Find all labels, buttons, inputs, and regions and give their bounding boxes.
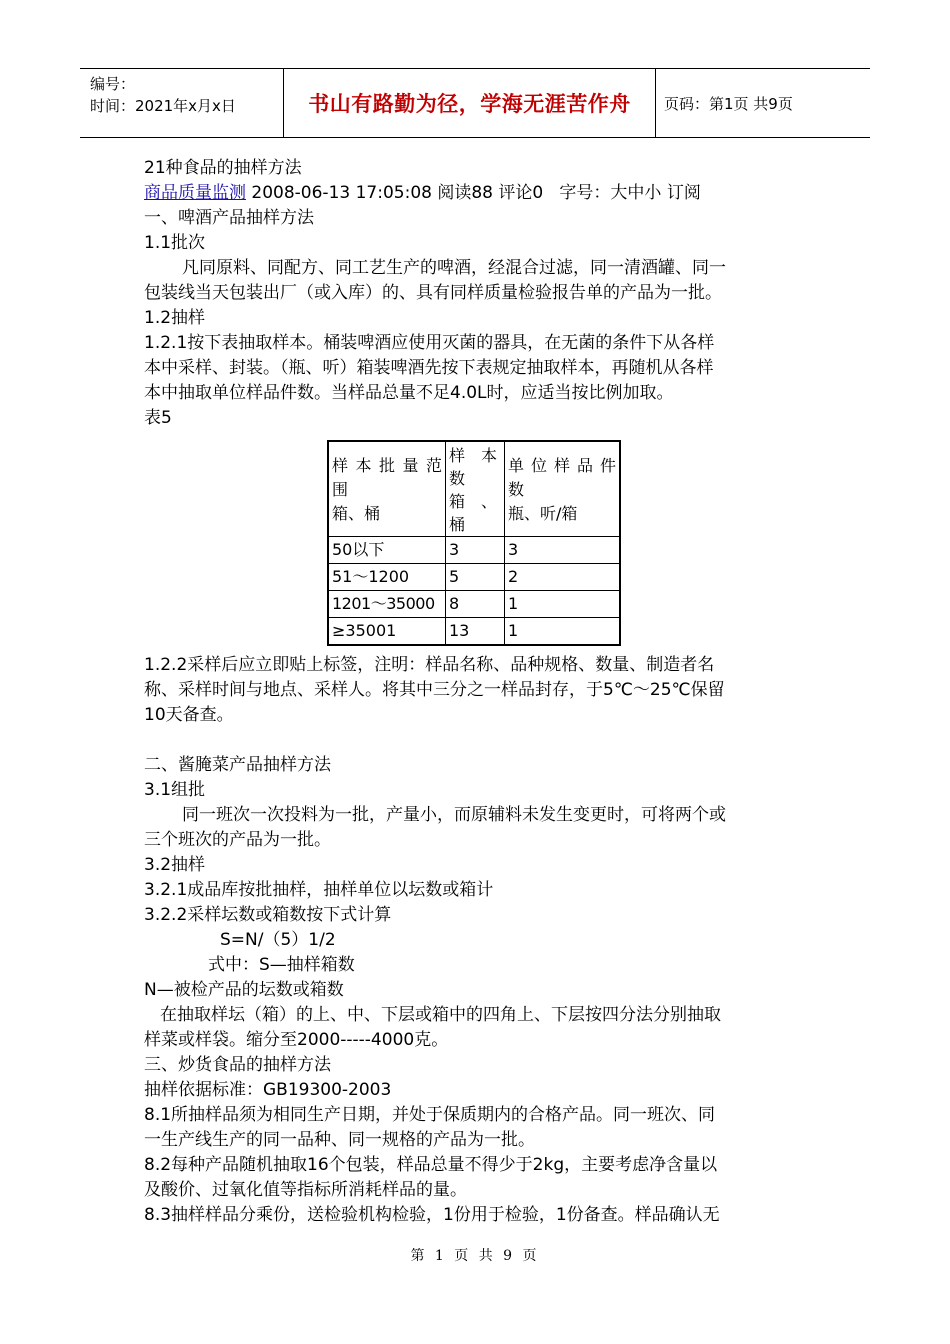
page-header [80,68,870,138]
document-body [144,156,810,1228]
time-label: 时间：2021年x月x日 [90,97,236,115]
doc-meta [144,181,810,206]
meta-info: 2008-06-13 17:05:08 阅读88 评论0 字号：大中小 订阅 [246,183,701,203]
paragraph-line: 抽样依据标准：GB19300-2003 [144,1080,392,1100]
table-row: 1201～35000 8 1 [328,591,620,618]
page-footer: 第 1 页 共 9 页 [410,1248,540,1264]
paragraph-line: 8.2每种产品随机抽取16个包装，样品总量不得少于2kg，主要考虑净含量以 [144,1155,718,1175]
table-row: ≥35001 13 1 [328,618,620,646]
paragraph-line: 8.1所抽样品须为相同生产日期，并处于保质期内的合格产品。同一班次、同 [144,1105,716,1125]
paragraph-line: 三个班次的产品为一批。 [144,830,331,850]
blank-line [144,728,810,753]
subsection-heading: 3.2抽样 [144,855,206,875]
table-row: 51～1200 5 2 [328,564,620,591]
section-heading: 一、啤酒产品抽样方法 [144,208,314,228]
section-heading: 三、炒货食品的抽样方法 [144,1055,331,1075]
category-link[interactable]: 商品质量监测 [144,183,246,203]
paragraph-line: N—被检产品的坛数或箱数 [144,980,344,1000]
paragraph-line: 一生产线生产的同一品种、同一规格的产品为一批。 [144,1130,535,1150]
paragraph-line: 本中抽取单位样品件数。当样品总量不足4.0L时，应适当按比例加取。 [144,383,674,403]
header-cell-range: 样本批量范 围 箱、桶 [328,441,446,537]
table-header-row [328,441,620,537]
paragraph-line: 包装线当天包装出厂（或入库）的、具有同样质量检验报告单的产品为一批。 [144,283,722,303]
paragraph-line: 1.2.1按下表抽取样本。桶装啤酒应使用灭菌的器具，在无菌的条件下从各样 [144,333,715,353]
number-label: 编号： [90,75,136,93]
subsection-heading: 3.1组批 [144,780,206,800]
page-label: 页码：第1页 共9页 [664,94,793,113]
subsection-heading: 1.1批次 [144,233,206,253]
subsection-heading: 1.2抽样 [144,308,206,328]
paragraph-line: 及酸价、过氧化值等指标所消耗样品的量。 [144,1180,467,1200]
table-wrapper [144,431,810,653]
table-caption: 表5 [144,408,172,428]
paragraph-line: 3.2.1成品库按批抽样，抽样单位以坛数或箱计 [144,880,494,900]
header-cell-unit-count: 单位样品件 数 瓶、听/箱 [505,441,621,537]
paragraph-line: 凡同原料、同配方、同工艺生产的啤酒，经混合过滤，同一清酒罐、同一 [182,258,726,278]
paragraph-line: 1.2.2采样后应立即贴上标签，注明：样品名称、品种规格、数量、制造者名 [144,655,715,675]
paragraph-line: 称、采样时间与地点、采样人。将其中三分之一样品封存，于5℃～25℃保留 [144,680,725,700]
paragraph-line: 本中采样、封装。（瓶、听）箱装啤酒先按下表规定抽取样本，再随机从各样 [144,358,714,378]
paragraph-line: 同一班次一次投料为一批，产量小，而原辅料未发生变更时，可将两个或 [182,805,726,825]
paragraph-line: 10天备查。 [144,705,234,725]
sampling-table [327,440,621,646]
paragraph-line: 3.2.2采样坛数或箱数按下式计算 [144,905,392,925]
motto: 书山有路勤为径，学海无涯苦作舟 [284,69,656,137]
formula-note: 式中：S—抽样箱数 [208,955,355,975]
paragraph-line: 在抽取样坛（箱）的上、中、下层或箱中的四角上、下层按四分法分别抽取 [160,1005,721,1025]
formula: S=N/（5）1/2 [220,930,336,950]
paragraph-line: 样菜或样袋。缩分至2000-----4000克。 [144,1030,449,1050]
table-row: 50以下 3 3 [328,537,620,564]
header-cell-sample-count: 样 本 数 箱 、 桶 [446,441,505,537]
section-heading: 二、酱腌菜产品抽样方法 [144,755,331,775]
header-info [80,69,284,137]
paragraph-line: 8.3抽样样品分乘份，送检验机构检验，1份用于检验，1份备查。样品确认无 [144,1205,720,1225]
doc-title: 21种食品的抽样方法 [144,158,302,178]
